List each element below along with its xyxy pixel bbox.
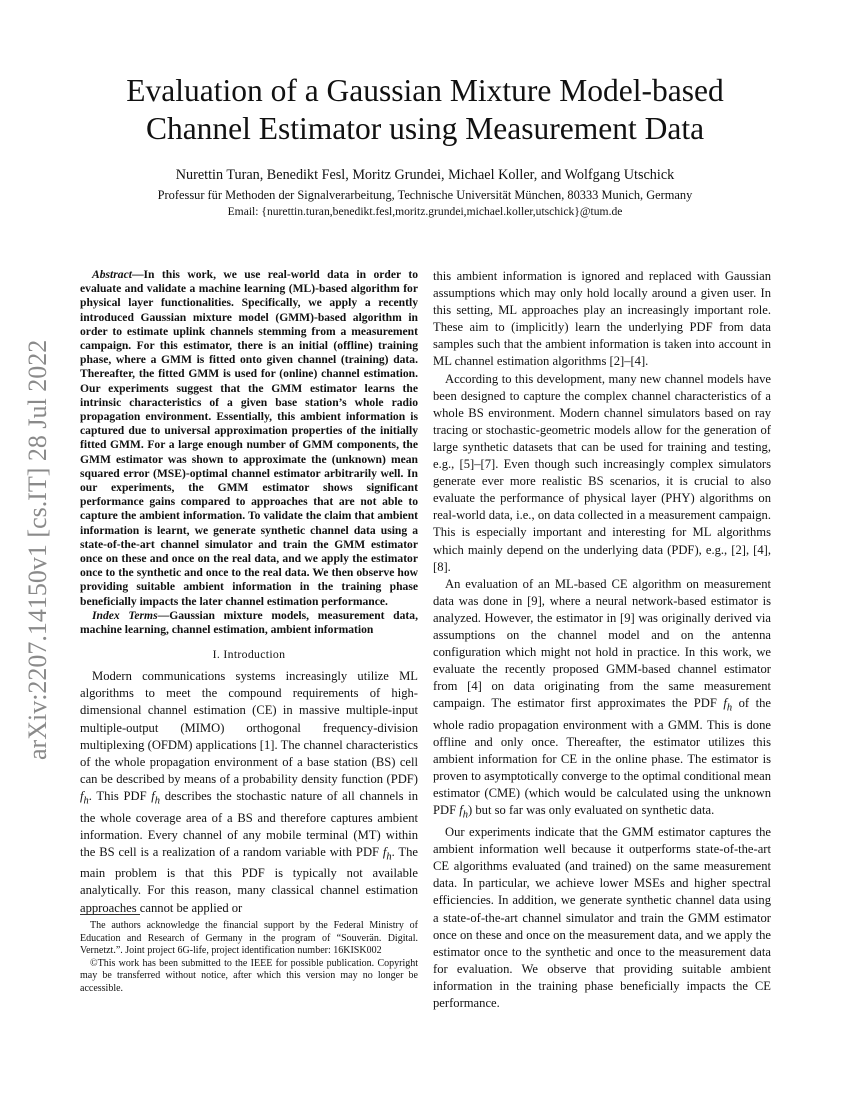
intro-text-c: describes the stochastic nature of all channels in the whole coverage area of a BS and therefore captures ambient information. Every channel of any mobile terminal (MT) within the BS cell is a realization of a random variable with PDF bbox=[80, 788, 419, 859]
left-column bbox=[80, 268, 418, 917]
email-line: Email: {nurettin.turan,benedikt.fesl,moritz.grundei,michael.koller,utschick}@tum.de bbox=[227, 205, 623, 218]
paper-title bbox=[70, 72, 780, 148]
intro-text-b: . This PDF bbox=[88, 788, 152, 803]
index-terms-label: Index Terms bbox=[92, 608, 158, 622]
intro-text-a: Modern communications systems increasingly utilize ML algorithms to meet the compound requirements of high-dimensional channel estimation (CE) in massive multiple-input multiple-output (MIMO) orthogonal frequency-division multiplexing (OFDM) applications [1]. The channel characteristics of the whole propagation environment of a base station (BS) cell can be described by means of a probability density function (PDF) bbox=[80, 669, 418, 786]
arxiv-identifier-text: arXiv:2207.14150v1 [cs.IT] 28 Jul 2022 bbox=[23, 339, 52, 760]
title-line-2: Channel Estimator using Measurement Data bbox=[145, 111, 705, 146]
p3-text-a: An evaluation of an ML-based CE algorithm on measurement data was done in [9], where a neural network-based estimator is analyzed. However, the estimator in [9] was originally derived via assumptions on the channel model and on the antenna configuration which might not hold in practice. In this work, we evaluate the recently proposed GMM-based channel estimator from [4] on data originating from the same measurement campaign. The estimator first approximates the PDF bbox=[433, 576, 771, 711]
intro-paragraph-3 bbox=[433, 576, 771, 824]
index-terms bbox=[80, 609, 418, 637]
intro-paragraph-1 bbox=[80, 668, 418, 916]
affiliation: Professur für Methoden der Signalverarbeitung, Technische Universität München, 80333 Munich, Germany bbox=[157, 188, 693, 202]
pdf-symbol: $f_h$ bbox=[382, 844, 392, 863]
pdf-symbol: $f_h$ bbox=[151, 788, 161, 807]
title-line-1: Evaluation of a Gaussian Mixture Model-based bbox=[126, 73, 724, 108]
author-list: Nurettin Turan, Benedikt Fesl, Moritz Grundei, Michael Koller, and Wolfgang Utschick bbox=[175, 167, 675, 183]
footnote-copyright: ©This work has been submitted to the IEEE for possible publication. Copyright may be transferred without notice, after which this version may no longer be accessible. bbox=[80, 957, 418, 994]
right-column bbox=[433, 268, 771, 1012]
pdf-symbol: $f_h$ bbox=[459, 803, 469, 821]
section-heading-introduction: I. Introduction bbox=[212, 647, 286, 662]
footnotes bbox=[80, 920, 418, 996]
footnote-rule bbox=[80, 914, 140, 915]
pdf-symbol: $f_h$ bbox=[723, 696, 733, 714]
intro-paragraph-2: According to this development, many new channel models have been designed to capture the complex channel characteristics of a whole BS environment. Modern channel simulators based on ray tracing or stochastic-geometric models allow for the generation of large synthetic datasets that can be used for training and testing, e.g., [5]–[7]. Even though such increasingly complex simulators generate ever more realistic BS scenarios, it is crucial to also evaluate the performance of physical layer (PHY) algorithms on real-world data, i.e., on data collected in a measurement campaign. This is especially important and interesting for ML algorithms which mainly depend on the underlying data (PDF), e.g., [2], [4], [8]. bbox=[433, 371, 771, 574]
footnote-funding: The authors acknowledge the financial support by the Federal Ministry of Education and Research of Germany in the program of “Souverän. Digital. Vernetzt.”. Joint project 6G-life, project identification number: 16KISK002 bbox=[80, 920, 418, 957]
abstract-text: —In this work, we use real-world data in order to evaluate and validate a machine learning (ML)-based algorithm for physical layer functionalities. Specifically, we apply a recently introduced Gaussian mixture model (GMM)-based algorithm in order to estimate uplink channels stemming from a measurement campaign. For this estimator, there is an initial (offline) training phase, where a GMM is fitted onto given channel (training) data. Thereafter, the fitted GMM is used for (online) channel estimation. Our experiments suggest that the GMM estimator learns the intrinsic characteristics of a given base station’s whole radio propagation environment. Essentially, this ambient information is captured due to universal approximation properties of the initially fitted GMM. For a large enough number of GMM components, the GMM estimator was shown to approximate the (unknown) mean squared error (MSE)-optimal channel estimator arbitrarily well. In our experiments, the GMM estimator shows significant performance gains compared to approaches that are not able to capture the ambient information. To validate the claim that ambient information is learnt, we generate synthetic channel data using a state-of-the-art channel simulator and train the GMM estimator once on these and once on the real data, and we apply the estimator once to the synthetic and once to the real data. We then observe how providing suitable ambient information in the training phase beneficially impacts the later channel estimation performance. bbox=[80, 268, 418, 608]
intro-paragraph-4: Our experiments indicate that the GMM estimator captures the ambient information well because it outperforms state-of-the-art CE algorithms evaluated (and trained) on the same measurement data. In particular, we achieve lower MSEs and higher spectral efficiencies. In addition, we generate synthetic channel data using a state-of-the-art channel simulator and train the GMM estimator once on these and once on the measurement data, and we apply the estimator once to the synthetic and once to the measurement data for evaluation. We observe that providing suitable ambient information in the training phase beneficially impacts the CE performance. bbox=[433, 825, 771, 1010]
intro-paragraph-continued: this ambient information is ignored and replaced with Gaussian assumptions which may only hold locally around a given user. In this setting, ML approaches play an increasingly important role. These aim to (implicitly) learn the underlying PDF from data samples such that the ambient information is taken into account in ML channel estimation algorithms [2]–[4]. bbox=[433, 269, 771, 369]
intro-text-d: . The main problem is that this PDF is typically not available analytically. For this reason, many classical channel estimation approaches cannot be applied or bbox=[80, 844, 418, 915]
p3-text-b: of the whole radio propagation environment with a GMM. This is done offline and only once. Thereafter, the estimator utilizes this ambient information for CE in the online phase. The estimator is proven to asymptotically converge to the optimal conditional mean estimator (CME) (which would be calculated using the unknown PDF bbox=[433, 696, 771, 818]
pdf-symbol: $f_h$ bbox=[80, 788, 89, 807]
p3-text-c: ) but so far was only evaluated on synthetic data. bbox=[468, 803, 715, 818]
index-terms-text: —Gaussian mixture models, measurement data, machine learning, channel estimation, ambient information bbox=[80, 608, 418, 637]
abstract-label: Abstract bbox=[92, 268, 132, 281]
abstract bbox=[80, 268, 418, 609]
arxiv-identifier-stamp bbox=[2, 320, 62, 760]
